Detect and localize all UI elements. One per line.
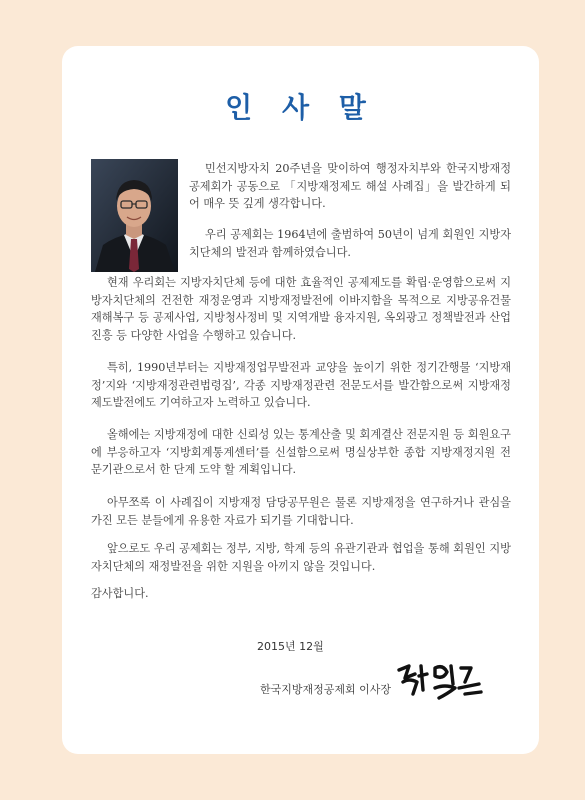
paragraph-6: 아무쪼록 이 사례집이 지방재정 담당공무원은 물론 지방재정을 연구하거나 관심을 가진 모든 분들에게 유용한 자료가 되기를 기대합니다. xyxy=(91,496,511,527)
page-title: 인 사 말 xyxy=(225,91,376,124)
portrait-photo xyxy=(91,159,178,272)
organization-title: 한국지방재정공제회 이사장 xyxy=(260,683,392,696)
paragraph-5: 올해에는 지방재정에 대한 신뢰성 있는 통계산출 및 회계결산 전문지원 등 회원요구에 부응하고자 ‘지방회계통계센터’를 신설함으로써 명실상부한 종합 지방재정지원 전문기관으로서 한 단계 도약 할 계획입니다. xyxy=(91,428,511,477)
signature-image xyxy=(395,660,485,704)
paragraph-3: 현재 우리회는 지방자치단체 등에 대한 효율적인 공제제도를 확립·운영함으로써 지방자치단체의 건전한 재정운영과 지방재정발전에 이바지함을 목적으로 지방공유건물 재해복구 등 공제사업, 지방청사정비 및 지역개발 융자지원, 옥외광고 정책발전과 산업진흥 등 다양한 사업을 수행하고 있습니다. xyxy=(91,276,511,342)
paragraph-1: 민선지방자치 20주년을 맞이하여 행정자치부와 한국지방재정공제회가 공동으로 「지방재정제도 해설 사례집」을 발간하게 되어 매우 뜻 깊게 생각합니다. xyxy=(189,162,511,211)
paragraph-8: 감사합니다. xyxy=(91,587,149,600)
paragraph-4: 특히, 1990년부터는 지방재정업무발전과 교양을 높이기 위한 정기간행물 ‘지방재정’지와 ‘지방재정관련법령집’, 각종 지방재정관련 전문도서를 발간함으로써 지방재정 제도발전에도 기여하고자 노력하고 있습니다. xyxy=(91,361,511,410)
paragraph-7: 앞으로도 우리 공제회는 정부, 지방, 학계 등의 유관기관과 협업을 통해 회원인 지방자치단체의 재정발전을 위한 지원을 아끼지 않을 것입니다. xyxy=(91,542,511,573)
letter-card xyxy=(62,46,539,754)
portrait-illustration xyxy=(91,159,178,272)
paragraph-2: 우리 공제회는 1964년에 출범하여 50년이 넘게 회원인 지방자치단체의 발전과 함께하였습니다. xyxy=(189,228,511,259)
date-line: 2015년 12월 xyxy=(257,640,324,653)
